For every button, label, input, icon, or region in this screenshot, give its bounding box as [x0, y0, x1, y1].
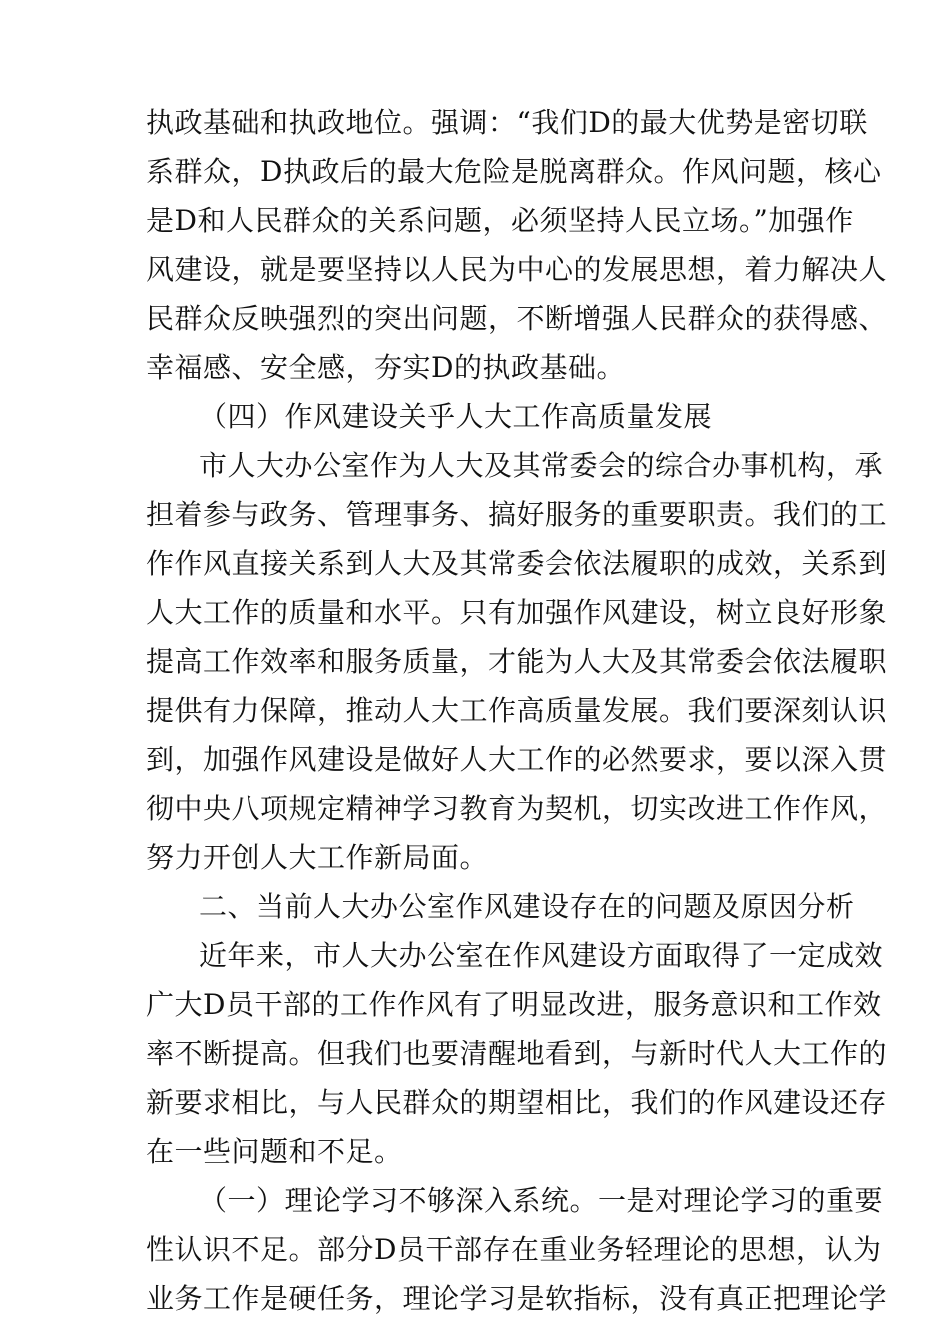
text-line: 率不断提高。但我们也要清醒地看到，与新时代人大工作的: [146, 1037, 888, 1070]
text-line: 担着参与政务、管理事务、搞好服务的重要职责。我们的工: [146, 498, 888, 531]
paragraph-start-line: 市人大办公室作为人大及其常委会的综合办事机构，承: [199, 449, 884, 482]
text-line: 提供有力保障，推动人大工作高质量发展。我们要深刻认识: [146, 694, 888, 727]
document-body: [146, 98, 888, 1323]
text-line: 广大D员干部的工作作风有了明显改进，服务意识和工作效: [146, 988, 882, 1021]
text-line: 在一些问题和不足。: [146, 1135, 403, 1168]
text-line: 努力开创人大工作新局面。: [146, 841, 489, 874]
text-line: 系群众，D执政后的最大危险是脱离群众。作风问题，核心: [146, 155, 882, 188]
text-line: 提高工作效率和服务质量，才能为人大及其常委会依法履职: [146, 645, 888, 678]
text-line: 执政基础和执政地位。强调：“我们D的最大优势是密切联: [146, 106, 868, 139]
text-line: 风建设，就是要坚持以人民为中心的发展思想，着力解决人: [146, 253, 888, 286]
section-heading: 二、当前人大办公室作风建设存在的问题及原因分析: [199, 890, 855, 923]
paragraph-start-line: 近年来，市人大办公室在作风建设方面取得了一定成效: [199, 939, 884, 972]
text-line: 到，加强作风建设是做好人大工作的必然要求，要以深入贯: [146, 743, 888, 776]
text-line: 民群众反映强烈的突出问题，不断增强人民群众的获得感、: [146, 302, 888, 335]
section-heading: （四）作风建设关乎人大工作高质量发展: [199, 400, 713, 433]
text-line: 是D和人民群众的关系问题，必须坚持人民立场。”加强作: [146, 204, 854, 237]
text-line: 人大工作的质量和水平。只有加强作风建设，树立良好形象: [146, 596, 888, 629]
text-line: 业务工作是硬任务，理论学习是软指标，没有真正把理论学: [146, 1282, 888, 1315]
text-line: 新要求相比，与人民群众的期望相比，我们的作风建设还存: [146, 1086, 888, 1119]
paragraph-start-line: （一）理论学习不够深入系统。一是对理论学习的重要: [199, 1184, 884, 1217]
text-line: 幸福感、安全感，夯实D的执政基础。: [146, 351, 625, 384]
text-line: 作作风直接关系到人大及其常委会依法履职的成效，关系到: [146, 547, 888, 580]
text-line: 彻中央八项规定精神学习教育为契机，切实改进工作作风，: [146, 792, 888, 825]
text-line: 性认识不足。部分D员干部存在重业务轻理论的思想，认为: [146, 1233, 882, 1266]
